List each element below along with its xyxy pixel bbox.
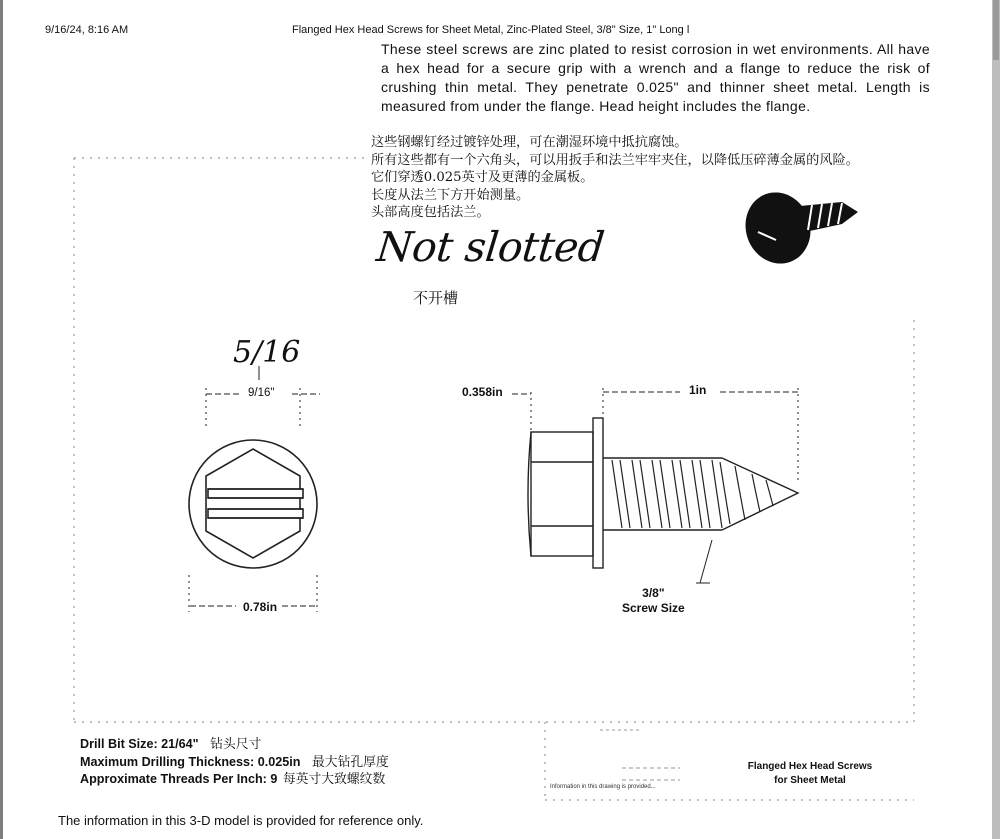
translation-line: 所有这些都有一个六角头，可以用扳手和法兰牢牢夹住，以降低压碎薄金属的风险。 xyxy=(371,152,859,168)
spec-row-drill-bit xyxy=(80,736,389,754)
spec-row-drilling-thickness xyxy=(80,754,389,772)
print-page-title: Flanged Hex Head Screws for Sheet Metal, Zinc-Plated Steel, 3/8" Size, 1" Long l xyxy=(292,24,690,36)
spec-label: Approximate Threads Per Inch: xyxy=(80,772,267,786)
spec-translation: 钻头尺寸 xyxy=(210,737,262,752)
hex-size-label: 9/16" xyxy=(248,387,275,399)
note-translation: 不开槽 xyxy=(413,290,459,307)
screw-size-value: 3/8" xyxy=(642,586,665,600)
side-view xyxy=(528,418,798,568)
length-label: 1in xyxy=(689,383,707,397)
head-height-label: 0.358in xyxy=(462,385,503,399)
title-block-line: for Sheet Metal xyxy=(774,775,846,786)
title-block-fine-print: Information in this drawing is provided... xyxy=(550,784,656,790)
footer-disclaimer: The information in this 3-D model is provided for reference only. xyxy=(58,813,424,828)
top-view xyxy=(189,440,317,568)
translation-line: 长度从法兰下方开始测量。 xyxy=(371,187,530,203)
handwritten-size: 5/16 xyxy=(233,335,301,370)
spec-table xyxy=(80,736,389,789)
handwritten-note: Not slotted xyxy=(374,223,607,271)
screw-photo-icon xyxy=(736,183,858,273)
spec-value: 0.025in xyxy=(257,754,301,769)
screw-size-caption: Screw Size xyxy=(622,601,685,615)
title-block xyxy=(745,760,875,788)
product-description: These steel screws are zinc plated to resist corrosion in wet environments. All have a hex head for a secure grip with a wrench and a flange to reduce the risk of crushing thin metal. They penetrate 0.025" and thinner sheet metal. Length is measured from under the flange. Head height includes the flange. xyxy=(381,41,930,114)
title-block-lines xyxy=(600,730,680,780)
spec-translation: 每英寸大致螺纹数 xyxy=(282,772,386,787)
side-view-dimension-lines xyxy=(512,388,798,583)
spec-label: Maximum Drilling Thickness: xyxy=(80,754,255,769)
translation-line: 它们穿透0.025英寸及更薄的金属板。 xyxy=(371,170,594,185)
title-block-line: Flanged Hex Head Screws xyxy=(747,761,873,772)
flange-diameter-label: 0.78in xyxy=(243,600,278,614)
spec-label: Drill Bit Size: xyxy=(80,737,158,751)
screw-size-label xyxy=(622,586,685,616)
translation-line: 头部高度包括法兰。 xyxy=(371,205,490,220)
spec-value: 9 xyxy=(270,772,278,786)
spec-row-threads-per-inch xyxy=(80,771,389,789)
spec-translation: 最大钻孔厚度 xyxy=(311,754,389,770)
translation-line: 这些钢螺钉经过镀锌处理，可在潮湿环境中抵抗腐蚀。 xyxy=(371,135,688,150)
spec-value: 21/64" xyxy=(161,737,199,751)
print-timestamp: 9/16/24, 8:16 AM xyxy=(45,24,129,36)
